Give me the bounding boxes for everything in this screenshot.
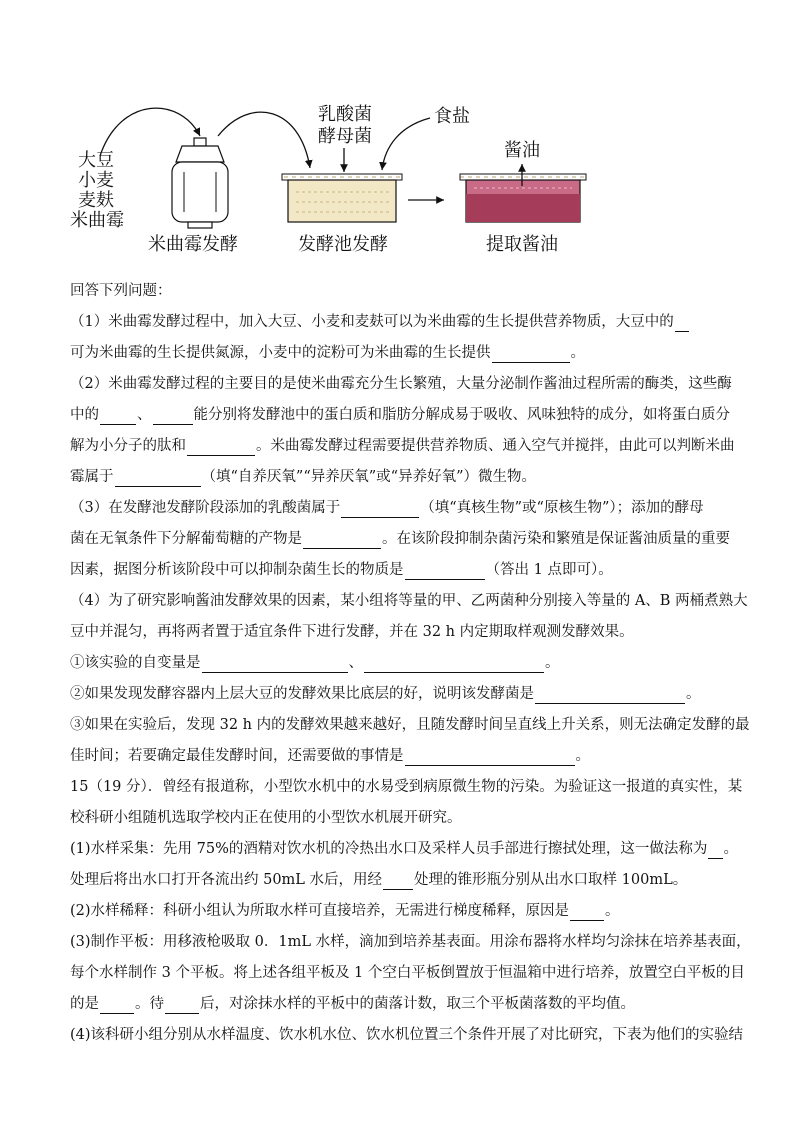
q3-text: （填“真核生物”或“原核生物”）；添加的酵母 [420, 500, 704, 516]
q2-text: 中的 [70, 407, 99, 423]
q15-text: (3)制作平板：用移液枪吸取 0．1mL 水样，滴加到培养基表面。用涂布器将水样均匀涂抹在培养基表面， [70, 934, 751, 950]
q3-text: （答出 1 点即可）。 [485, 562, 613, 578]
step3-label: 提取酱油 [486, 234, 558, 255]
q4-text: 、 [348, 655, 363, 671]
q15-line-8 [70, 983, 738, 1014]
arrow-to-pool [218, 112, 310, 168]
q4-line-6 [70, 735, 738, 766]
answer-blank[interactable] [675, 317, 689, 332]
q2-text: 霉属于 [70, 469, 114, 485]
answer-blank[interactable] [100, 999, 134, 1014]
answer-blank[interactable] [100, 410, 136, 425]
q4-line-2 [70, 611, 738, 642]
q3-text: 菌在无氧条件下分解葡萄糖的产物是 [70, 531, 302, 547]
arrow-salt [382, 118, 430, 170]
soy-sauce-process-diagram [60, 96, 620, 266]
q3-line-3 [70, 549, 738, 580]
q15-line-6 [70, 921, 751, 952]
answer-blank[interactable] [165, 999, 199, 1014]
q1-text-end: 。 [570, 345, 585, 361]
salt-label: 食盐 [434, 106, 470, 127]
microbe-2: 酵母菌 [318, 126, 372, 147]
q3-line-1 [70, 487, 738, 518]
q4-text: 。 [545, 655, 560, 671]
q15-text: 校科研小组随机选取学校内正在使用的小型饮水机展开研究。 [70, 810, 462, 826]
soy-output-label: 酱油 [504, 140, 540, 161]
q3-text: 。在该阶段抑制杂菌污染和繁殖是保证酱油质量的重要 [382, 531, 730, 547]
q3-text: （3）在发酵池发酵阶段添加的乳酸菌属于 [70, 500, 341, 516]
q15-text: 处理后将出水口打开各流出约 50mL 水后，用经 [70, 872, 383, 888]
q15-line-7 [70, 952, 745, 983]
sauce-extraction-tank-icon [460, 174, 586, 222]
answer-blank[interactable] [492, 348, 570, 363]
answer-blank[interactable] [341, 503, 419, 518]
q4-text: 佳时间；若要确定最佳发酵时间，还需要做的事情是 [70, 748, 404, 764]
q2-text: （填“自养厌氧”“异养厌氧”或“异养好氧”）微生物。 [201, 469, 536, 485]
q2-line-1 [70, 363, 738, 394]
q15-text: 处理的锥形瓶分别从出水口取样 100mL。 [414, 872, 688, 888]
q15-text: 的是 [70, 996, 99, 1012]
q4-text: ②如果发现发酵容器内上层大豆的发酵效果比底层的好，说明该发酵菌是 [70, 686, 534, 702]
answer-blank[interactable] [535, 689, 685, 704]
q2-text: 解为小分子的肽和 [70, 438, 186, 454]
answer-blank[interactable] [115, 472, 201, 487]
q15-line-1 [70, 766, 743, 797]
answer-blank[interactable] [405, 751, 575, 766]
q1-text-b: 可为米曲霉的生长提供氮源，小麦中的淀粉可为米曲霉的生长提供 [70, 345, 491, 361]
ingredient-3: 麦麸 [78, 190, 114, 211]
q1-line-1 [70, 301, 738, 332]
q4-text: 。 [686, 686, 701, 702]
fermenter-vessel-icon [172, 138, 228, 228]
q4-line-1 [70, 580, 748, 611]
answer-blank[interactable] [383, 875, 413, 890]
answer-blank[interactable] [405, 565, 485, 580]
q4-text: 。 [575, 748, 590, 764]
q15-text: (2)水样稀释：科研小组认为所取水样可直接培养，无需进行梯度稀释，原因是 [70, 903, 570, 919]
q2-text: 、 [137, 407, 152, 423]
q3-text: 因素，据图分析该阶段中可以抑制杂菌生长的物质是 [70, 562, 404, 578]
q3-line-2 [70, 518, 738, 549]
q1-text-a: （1）米曲霉发酵过程中，加入大豆、小麦和麦麸可以为米曲霉的生长提供营养物质，大豆中的 [70, 314, 674, 330]
q4-line-3 [70, 642, 738, 673]
answer-blank[interactable] [153, 410, 193, 425]
ingredient-1: 大豆 [78, 150, 114, 171]
q15-text: 每个水样制作 3 个平板。将上述各组平板及 1 个空白平板倒置放于恒温箱中进行培养，放置空白平板的目 [70, 965, 745, 981]
q4-text: ③如果在实验后，发现 32 h 内的发酵效果越来越好，且随发酵时间呈直线上升关系，则无法确定发酵的最 [70, 717, 750, 733]
answer-blank[interactable] [708, 844, 722, 859]
answer-blank[interactable] [570, 906, 604, 921]
fermentation-pool-icon [282, 174, 402, 222]
intro-line [70, 270, 738, 301]
q4-line-4 [70, 673, 738, 704]
answer-blank[interactable] [303, 534, 381, 549]
intro-text: 回答下列问题： [70, 283, 172, 299]
question-text [70, 270, 751, 1045]
q15-text: 15（19 分）．曾经有报道称，小型饮水机中的水易受到病原微生物的污染。为验证这一报道的真实性，某 [70, 779, 743, 795]
q2-line-2 [70, 394, 738, 425]
q2-line-3 [70, 425, 738, 456]
microbe-1: 乳酸菌 [318, 104, 372, 125]
q2-text: 。米曲霉发酵过程需要提供营养物质、通入空气并搅拌，由此可以判断米曲 [256, 438, 735, 454]
q4-text: ①该实验的自变量是 [70, 655, 201, 671]
q2-text-a: （2）米曲霉发酵过程的主要目的是使米曲霉充分生长繁殖，大量分泌制作酱油过程所需的酶类，这些酶 [70, 376, 732, 392]
q15-text: 后，对涂抹水样的平板中的菌落计数，取三个平板菌落数的平均值。 [200, 996, 635, 1012]
q2-line-4 [70, 456, 738, 487]
ingredient-2: 小麦 [78, 170, 114, 191]
q15-line-5 [70, 890, 738, 921]
step2-label: 发酵池发酵 [298, 234, 388, 255]
answer-blank[interactable] [202, 658, 348, 673]
q15-text: (1)水样采集：先用 75%的酒精对饮水机的冷热出水口及采样人员手部进行擦拭处理，这一做法称为 [70, 841, 708, 857]
step1-label: 米曲霉发酵 [148, 234, 238, 255]
q15-line-9 [70, 1014, 744, 1045]
q2-text: 能分别将发酵池中的蛋白质和脂肪分解成易于吸收、风味独特的成分，如将蛋白质分 [193, 407, 730, 423]
ingredient-4: 米曲霉 [70, 210, 124, 231]
q15-line-4 [70, 859, 738, 890]
q1-line-2 [70, 332, 738, 363]
q4-text: （4）为了研究影响酱油发酵效果的因素，某小组将等量的甲、乙两菌种分别接入等量的 A、B 两桶煮熟大 [70, 593, 748, 609]
q15-line-2 [70, 797, 738, 828]
q15-text: 。待 [135, 996, 164, 1012]
q15-text: 。 [605, 903, 620, 919]
q4-text: 豆中并混匀，再将两者置于适宜条件下进行发酵，并在 32 h 内定期取样观测发酵效果。 [70, 624, 634, 640]
q4-line-5 [70, 704, 750, 735]
q15-text: (4)该科研小组分别从水样温度、饮水机水位、饮水机位置三个条件开展了对比研究，下表为他们的实验结 [70, 1027, 744, 1043]
q15-text: 。 [723, 841, 738, 857]
answer-blank[interactable] [187, 441, 255, 456]
q15-line-3 [70, 828, 738, 859]
answer-blank[interactable] [364, 658, 544, 673]
